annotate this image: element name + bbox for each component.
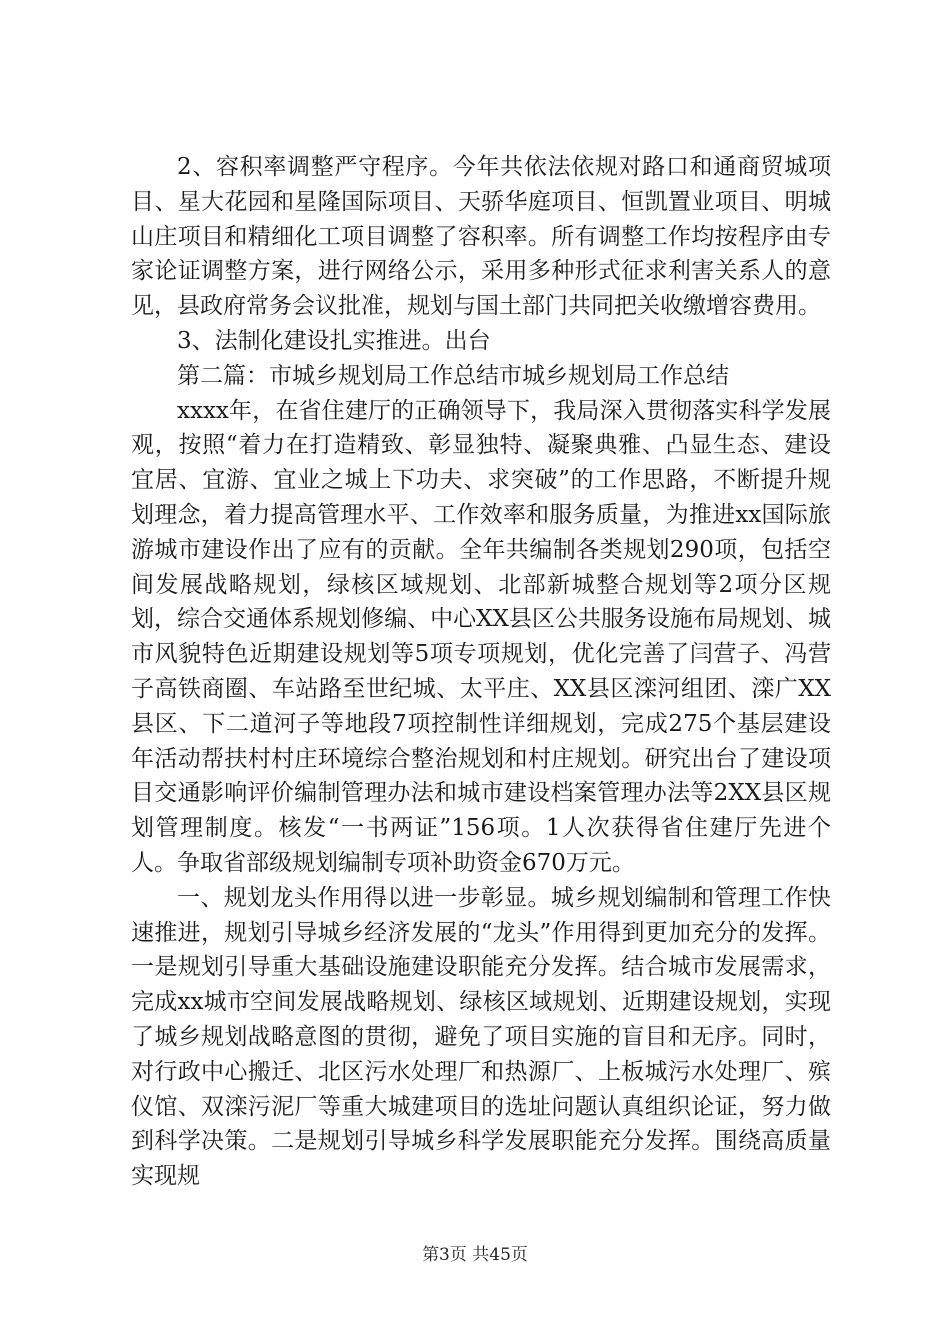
page-footer: 第3页 共45页 — [422, 1245, 528, 1265]
paragraph-legal-construction: 3、法制化建设扎实推进。出台 — [177, 327, 491, 354]
body-text — [131, 150, 831, 1194]
paragraph-floor-area-ratio: 2、容积率调整严守程序。今年共依法依规对路口和通商贸城项目、星大花园和星隆国际项目、天骄华庭项目、恒凯置业项目、明城山庄项目和精细化工项目调整了容积率。所有调整工作均按程序由专家论证调整方案，进行网络公示，采用多种形式征求利害关系人的意见，县政府常务会议批准，规划与国土部门共同把关收缴增容费用。 — [131, 154, 831, 320]
section-heading: 第二篇：市城乡规划局工作总结市城乡规划局工作总结 — [177, 362, 729, 389]
paragraph-planning-leadership: 一、规划龙头作用得以进一步彰显。城乡规划编制和管理工作快速推进，规划引导城乡经济发展的“龙头”作用得到更加充分的发挥。一是规划引导重大基础设施建设职能充分发挥。结合城市发展需求，完成xx城市空间发展战略规划、绿核区域规划、近期建设规划，实现了城乡规划战略意图的贯彻，避免了项目实施的盲目和无序。同时，对行政中心搬迁、北区污水处理厂和热源厂、上板城污水处理厂、殡仪馆、双滦污泥厂等重大城建项目的选址问题认真组织论证，努力做到科学决策。二是规划引导城乡科学发展职能充分发挥。围绕高质量实现规 — [131, 884, 831, 1190]
paragraph-annual-summary: xxxx年，在省住建厅的正确领导下，我局深入贯彻落实科学发展观，按照“着力在打造精致、彰显独特、凝聚典雅、凸显生态、建设宜居、宜游、宜业之城上下功夫、求突破”的工作思路，不断提升规划理念，着力提高管理水平、工作效率和服务质量，为推进xx国际旅游城市建设作出了应有的贡献。全年共编制各类规划290项，包括空间发展战略规划，绿核区域规划、北部新城整合规划等2项分区规划，综合交通体系规划修编、中心XX县区公共服务设施布局规划、城市风貌特色近期建设规划等5项专项规划，优化完善了闫营子、冯营子高铁商圈、车站路至世纪城、太平庄、XX县区滦河组团、滦广XX县区、下二道河子等地段7项控制性详细规划，完成275个基层建设年活动帮扶村村庄环境综合整治规划和村庄规划。研究出台了建设项目交通影响评价编制管理办法和城市建设档案管理办法等2XX县区规划管理制度。核发“一书两证”156项。1人次获得省住建厅先进个人。争取省部级规划编制专项补助资金670万元。 — [131, 397, 831, 876]
